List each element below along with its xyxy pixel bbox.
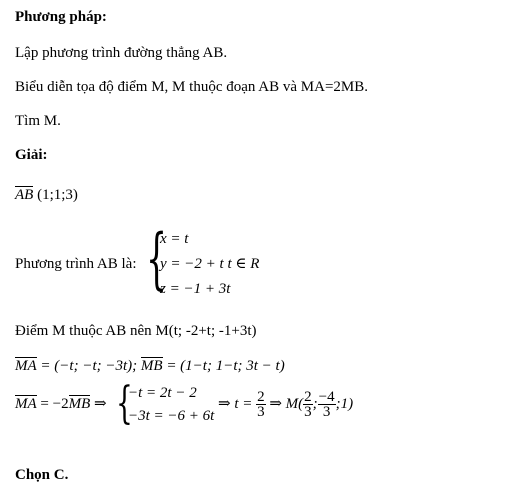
my-numerator: −4 xyxy=(318,389,335,406)
t-fraction xyxy=(256,390,266,419)
final-system-brace: { xyxy=(116,378,133,429)
system-brace: { xyxy=(146,220,167,297)
relation-eq: = −2 xyxy=(40,396,69,412)
mx-denominator: 3 xyxy=(304,404,312,421)
final-system-eq-1: −t = 2t − 2 xyxy=(128,385,197,401)
vector-ma-value: = (−t; −t; −3t); xyxy=(40,358,138,374)
line-eq-z: z = −1 + 3t xyxy=(160,281,231,297)
vector-ab xyxy=(15,186,78,204)
my-denominator: 3 xyxy=(322,404,331,421)
relation-mb: MB xyxy=(68,396,91,412)
vector-mb-name: MB xyxy=(140,358,163,374)
line-eq-x: x = t xyxy=(160,231,189,247)
relation-ma: MA xyxy=(15,396,37,412)
line-eq-y: y = −2 + t t ∈ R xyxy=(160,256,260,272)
vector-ab-name: AB xyxy=(15,187,34,203)
my-fraction xyxy=(318,390,336,419)
implies-arrow-2: ⇒ t = xyxy=(218,396,253,412)
point-m-statement: Điểm M thuộc AB nên M(t; -2+t; -1+3t) xyxy=(15,323,257,339)
relation-lhs xyxy=(15,395,107,413)
solution-heading: Giải: xyxy=(15,147,48,163)
t-denominator: 3 xyxy=(257,404,265,421)
implies-arrow-3: ⇒ M( xyxy=(269,396,304,412)
method-heading: Phương pháp: xyxy=(15,9,107,25)
method-step-2: Biểu diễn tọa độ điểm M, M thuộc đoạn AB và MA=2MB. xyxy=(15,79,369,95)
mx-fraction xyxy=(303,390,313,419)
t-numerator: 2 xyxy=(257,389,265,406)
mx-numerator: 2 xyxy=(304,389,312,406)
implies-arrow-1: ⇒ xyxy=(94,396,107,412)
final-system-eq-2: −3t = −6 + 6t xyxy=(128,408,215,424)
vector-mb-value: = (1−t; 1−t; 3t − t) xyxy=(166,358,285,374)
vectors-ma-mb xyxy=(15,357,285,375)
final-result xyxy=(218,389,353,419)
conclusion: Chọn C. xyxy=(15,467,69,483)
vector-ma-name: MA xyxy=(15,358,37,374)
method-step-3: Tìm M. xyxy=(15,113,61,129)
coord-separator: ; xyxy=(312,396,318,412)
line-equation-label: Phương trình AB là: xyxy=(15,256,137,272)
method-step-1: Lập phương trình đường thẳng AB. xyxy=(15,45,228,61)
vector-ab-value: (1;1;3) xyxy=(37,187,78,203)
coord-tail: ;1) xyxy=(335,396,354,412)
